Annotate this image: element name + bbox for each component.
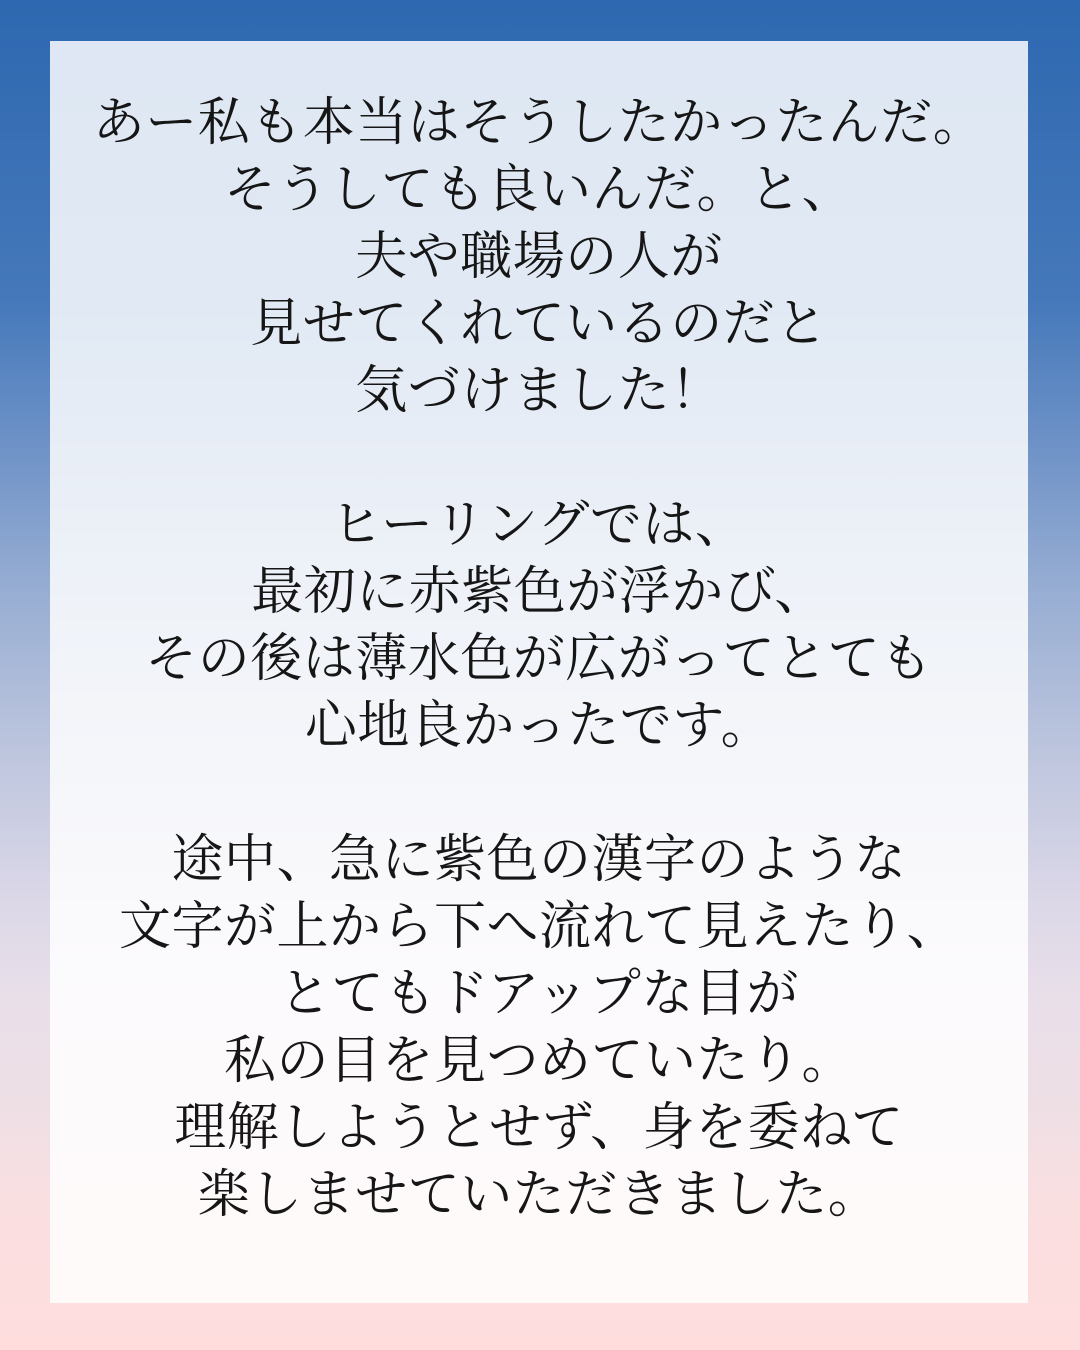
testimonial-line: 夫や職場の人が <box>355 227 723 287</box>
testimonial-line: 文字が上から下へ流れて見えたり、 <box>118 897 959 957</box>
testimonial-line: 理解しようとせず、身を委ねて <box>174 1098 904 1158</box>
testimonial-card <box>50 41 1028 1303</box>
testimonial-line: 楽しませていただきました。 <box>197 1165 881 1225</box>
testimonial-line: 見せてくれているのだと <box>250 294 828 354</box>
testimonial-paragraph-3 <box>50 827 1028 1229</box>
testimonial-line: 気づけました！ <box>355 361 723 421</box>
testimonial-line: とてもドアップな目が <box>279 964 799 1024</box>
testimonial-line: 最初に赤紫色が浮かび、 <box>251 562 827 622</box>
testimonial-line: 私の目を見つめていたり。 <box>223 1031 854 1091</box>
testimonial-line: その後は薄水色が広がってとても <box>145 629 933 689</box>
testimonial-line: そうしても良いんだ。と、 <box>223 160 854 220</box>
testimonial-line: 心地良かったです。 <box>304 696 774 756</box>
testimonial-paragraph-2 <box>50 492 1028 760</box>
testimonial-line: あー私も本当はそうしたかったんだ。 <box>92 93 986 153</box>
testimonial-paragraph-1 <box>50 90 1028 425</box>
testimonial-line: 途中、急に紫色の漢字のような <box>171 830 907 890</box>
testimonial-line: ヒーリングでは、 <box>330 495 748 555</box>
